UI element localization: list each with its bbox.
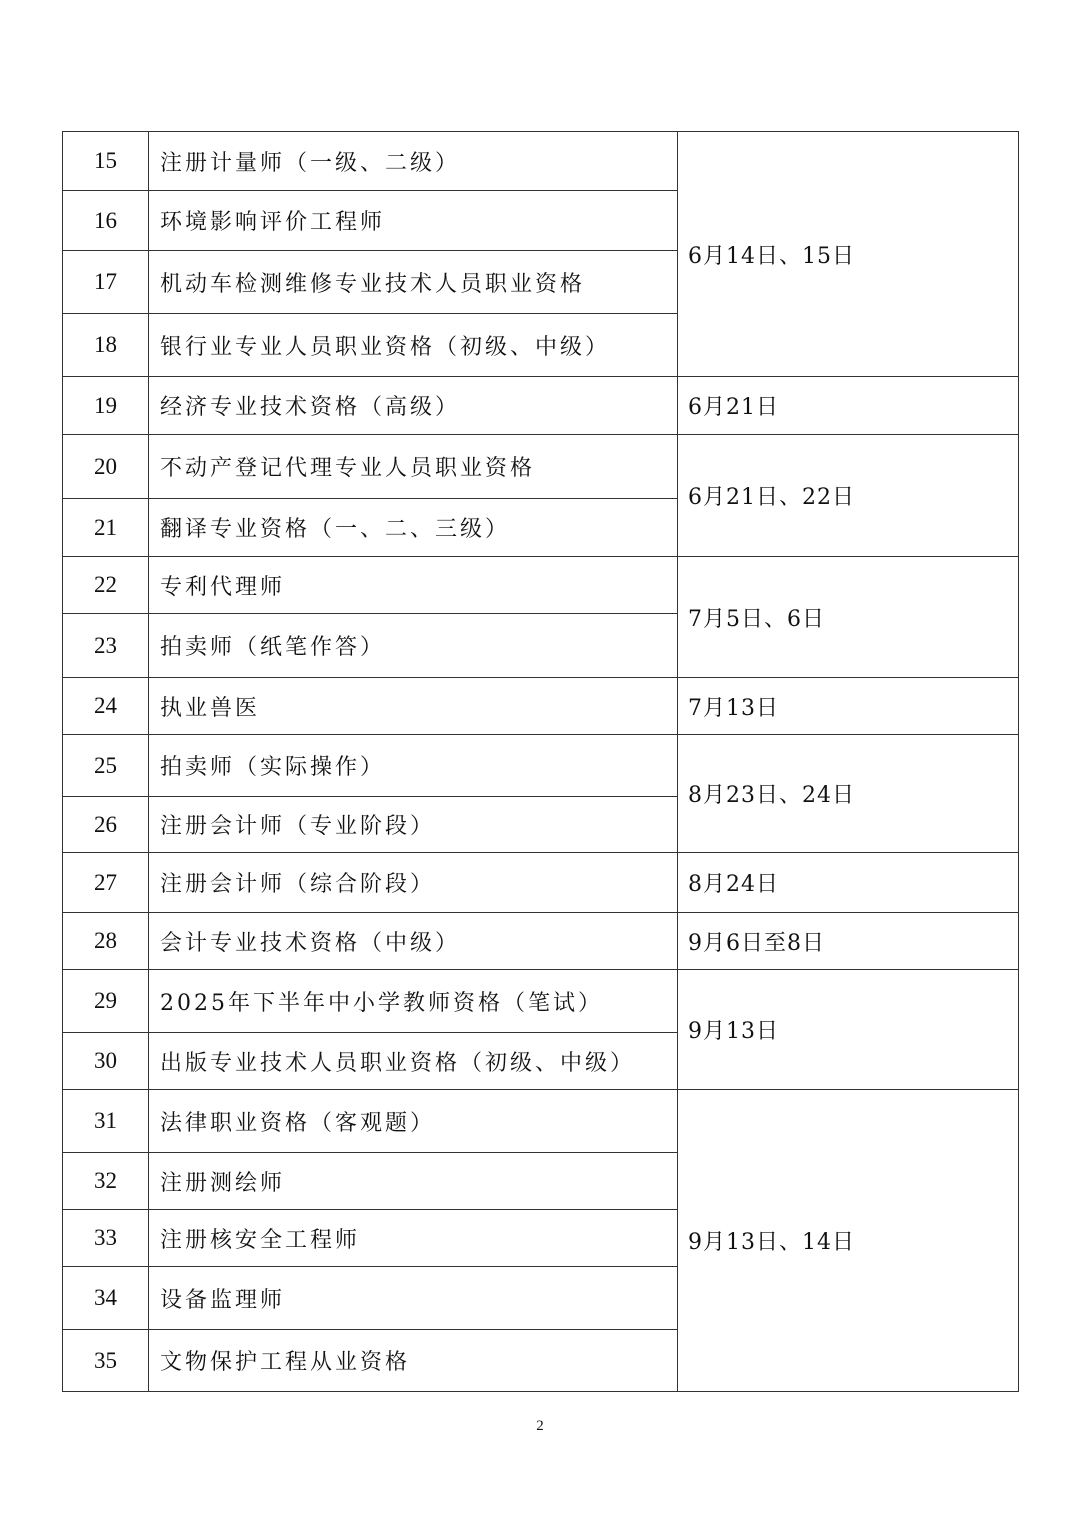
exam-name: 拍卖师（纸笔作答） — [149, 614, 678, 678]
row-number: 27 — [63, 853, 149, 913]
exam-name: 文物保护工程从业资格 — [149, 1330, 678, 1392]
row-number: 31 — [63, 1090, 149, 1153]
row-number: 25 — [63, 735, 149, 797]
exam-name: 注册测绘师 — [149, 1153, 678, 1210]
table-row — [63, 557, 1019, 614]
page-number: 2 — [536, 1418, 544, 1434]
row-number: 15 — [63, 132, 149, 191]
row-number: 23 — [63, 614, 149, 678]
row-number: 33 — [63, 1210, 149, 1267]
exam-name: 拍卖师（实际操作） — [149, 735, 678, 797]
exam-date: 7月5日、6日 — [678, 557, 1019, 678]
exam-name: 出版专业技术人员职业资格（初级、中级） — [149, 1033, 678, 1090]
exam-date: 8月23日、24日 — [678, 735, 1019, 853]
exam-date: 6月21日 — [678, 377, 1019, 435]
row-number: 35 — [63, 1330, 149, 1392]
exam-date: 9月6日至8日 — [678, 913, 1019, 970]
row-number: 16 — [63, 191, 149, 251]
row-number: 17 — [63, 251, 149, 314]
row-number: 19 — [63, 377, 149, 435]
exam-name: 翻译专业资格（一、二、三级） — [149, 499, 678, 557]
exam-name: 执业兽医 — [149, 678, 678, 735]
table-row — [63, 913, 1019, 970]
exam-name: 银行业专业人员职业资格（初级、中级） — [149, 314, 678, 377]
row-number: 30 — [63, 1033, 149, 1090]
exam-date: 9月13日、14日 — [678, 1090, 1019, 1392]
row-number: 29 — [63, 970, 149, 1033]
exam-name: 设备监理师 — [149, 1267, 678, 1330]
exam-name: 专利代理师 — [149, 557, 678, 614]
row-number: 22 — [63, 557, 149, 614]
exam-date: 6月14日、15日 — [678, 132, 1019, 377]
exam-name: 经济专业技术资格（高级） — [149, 377, 678, 435]
row-number: 28 — [63, 913, 149, 970]
table-row — [63, 735, 1019, 797]
row-number: 21 — [63, 499, 149, 557]
exam-date: 9月13日 — [678, 970, 1019, 1090]
exam-name: 注册会计师（综合阶段） — [149, 853, 678, 913]
exam-name: 2025年下半年中小学教师资格（笔试） — [149, 970, 678, 1033]
table-row — [63, 377, 1019, 435]
table-row — [63, 132, 1019, 191]
row-number: 34 — [63, 1267, 149, 1330]
exam-name: 注册核安全工程师 — [149, 1210, 678, 1267]
row-number: 32 — [63, 1153, 149, 1210]
exam-name: 法律职业资格（客观题） — [149, 1090, 678, 1153]
exam-name: 注册会计师（专业阶段） — [149, 797, 678, 853]
row-number: 24 — [63, 678, 149, 735]
row-number: 20 — [63, 435, 149, 499]
exam-name: 机动车检测维修专业技术人员职业资格 — [149, 251, 678, 314]
table-row — [63, 853, 1019, 913]
table-row — [63, 678, 1019, 735]
exam-date: 6月21日、22日 — [678, 435, 1019, 557]
table-row — [63, 970, 1019, 1033]
exam-name: 注册计量师（一级、二级） — [149, 132, 678, 191]
table-row — [63, 1090, 1019, 1153]
row-number: 26 — [63, 797, 149, 853]
exam-schedule-table — [62, 131, 1019, 1392]
exam-name: 环境影响评价工程师 — [149, 191, 678, 251]
row-number: 18 — [63, 314, 149, 377]
table-row — [63, 435, 1019, 499]
exam-date: 8月24日 — [678, 853, 1019, 913]
exam-date: 7月13日 — [678, 678, 1019, 735]
exam-name: 会计专业技术资格（中级） — [149, 913, 678, 970]
exam-name: 不动产登记代理专业人员职业资格 — [149, 435, 678, 499]
